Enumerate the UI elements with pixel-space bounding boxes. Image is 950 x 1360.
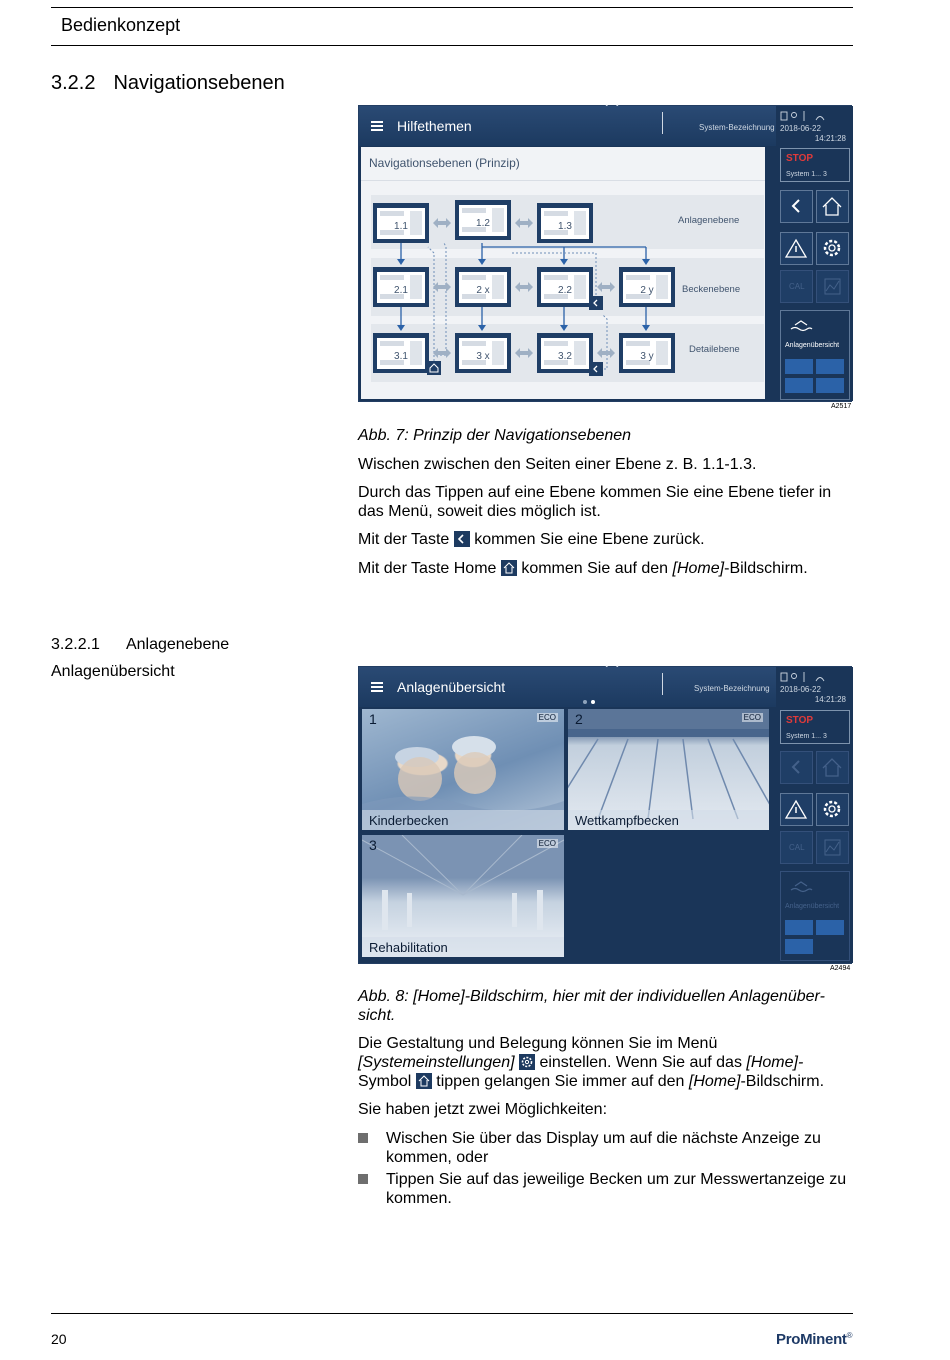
tile — [816, 920, 844, 935]
chart-icon — [817, 271, 848, 302]
subsection-title: Anlagenebene — [125, 636, 230, 653]
paragraph: Mit der Taste Home kommen Sie auf den [Home]-Bildschirm. — [358, 560, 808, 577]
topbar-title: Hilfethemen — [397, 118, 472, 134]
home-icon — [817, 191, 848, 222]
pool-name: Kinderbecken — [369, 813, 449, 828]
home-icon — [501, 560, 517, 576]
bullet-item: Wischen Sie über das Display um auf die nächste Anzeige zu kommen, oder — [386, 1130, 821, 1166]
figure-code: A2494 — [830, 965, 851, 972]
screen-2-x: 2 x — [455, 267, 511, 307]
footer-rule — [51, 1313, 853, 1314]
bullet-square — [358, 1133, 368, 1143]
menu-icon[interactable] — [371, 121, 383, 131]
screen-1-1: 1.1 — [373, 203, 429, 243]
chevron-left-icon — [781, 191, 812, 222]
pool-icon — [789, 319, 813, 333]
figure-7-caption: Abb. 7: Prinzip der Navigationsebenen — [358, 427, 632, 444]
pool-name: Rehabilitation — [369, 940, 448, 955]
subsection-subtitle: Anlagenübersicht — [51, 663, 175, 680]
eco-badge: ECO — [743, 713, 761, 722]
screen-2-y: 2 y — [619, 267, 675, 307]
swipe-arrows-icon — [433, 218, 451, 228]
subsection-number: 3.2.2.1 — [51, 636, 100, 653]
subsection-heading — [51, 636, 229, 654]
back-button[interactable] — [780, 751, 813, 784]
back-icon — [589, 362, 603, 376]
cal-button[interactable]: CAL — [780, 270, 813, 303]
pool-tile-rehabilitation[interactable]: 3 ECO Rehabilitation — [362, 835, 564, 957]
swipe-arrows-icon — [515, 282, 533, 292]
figure-7-screen — [358, 105, 852, 402]
datetime: 2018-06-22 14:21:28 — [780, 685, 846, 704]
screen-3-x: 3 x — [455, 333, 511, 373]
paragraph: Wischen zwischen den Seiten einer Ebene z. B. 1.1-1.3. — [358, 456, 757, 473]
figure-8-caption: Abb. 8: [Home]-Bildschirm, hier mit der individuellen Anlagenüber-sicht. — [358, 988, 825, 1024]
back-icon — [589, 296, 603, 310]
stop-button[interactable]: STOP System 1... 3 — [780, 710, 850, 744]
topbar-title: Anlagenübersicht — [397, 679, 506, 695]
header-title: Bedienkonzept — [61, 15, 181, 35]
paragraph: Durch das Tippen auf eine Ebene kommen Sie eine Ebene tiefer in das Menü, soweit dies möglich ist. — [358, 484, 832, 520]
gear-icon — [817, 794, 848, 825]
swipe-arrows-icon — [597, 348, 615, 358]
figure-8-screen — [358, 666, 852, 964]
topbar — [359, 106, 776, 146]
diagram-canvas — [361, 147, 765, 399]
paragraph: Sie haben jetzt zwei Möglichkeiten: — [358, 1101, 608, 1118]
warning-icon — [781, 233, 812, 264]
section-heading — [51, 72, 285, 95]
home-button[interactable] — [816, 190, 849, 223]
anlagenuebersicht-button[interactable]: Anlagenübersicht — [780, 310, 850, 400]
gear-icon — [519, 1054, 535, 1070]
screen-2-2: 2.2 — [537, 267, 593, 307]
swipe-arrows-icon — [597, 282, 615, 292]
chart-button[interactable] — [816, 831, 849, 864]
section-title: Navigationsebenen — [113, 72, 285, 94]
level-label: Anlagenebene — [678, 215, 740, 226]
menu-icon[interactable] — [371, 682, 383, 692]
home-icon — [416, 1073, 432, 1089]
chart-button[interactable] — [816, 270, 849, 303]
pool-name: Wettkampfbecken — [575, 813, 679, 828]
status-icons — [780, 671, 830, 683]
screen-3-y: 3 y — [619, 333, 675, 373]
back-button[interactable] — [780, 190, 813, 223]
datetime: 2018-06-22 14:21:28 — [780, 124, 846, 143]
tile — [785, 920, 813, 935]
warning-button[interactable] — [780, 232, 813, 265]
level-label: Detailebene — [689, 344, 740, 355]
tile — [816, 359, 844, 374]
swipe-arrows-icon — [433, 282, 451, 292]
swipe-arrows-icon — [515, 218, 533, 228]
chevron-left-icon — [781, 752, 812, 783]
topbar — [359, 667, 776, 707]
tile — [785, 378, 813, 393]
swipe-arrows-icon — [515, 348, 533, 358]
home-icon — [427, 361, 441, 375]
prominent-logo: ProMinent® — [776, 1331, 853, 1348]
system-label: System-Bezeichnung — [694, 684, 770, 693]
diagram-title: Navigationsebenen (Prinzip) — [369, 156, 520, 170]
header-rule-bottom — [51, 45, 853, 46]
section-number: 3.2.2 — [51, 72, 96, 94]
back-icon — [454, 531, 470, 547]
warning-icon — [781, 794, 812, 825]
settings-button[interactable] — [816, 793, 849, 826]
page-number: 20 — [51, 1331, 67, 1347]
side-panel — [776, 106, 853, 401]
system-label: System-Bezeichnung — [699, 123, 775, 132]
divider — [662, 112, 663, 134]
anlagenuebersicht-button[interactable]: Anlagenübersicht — [780, 871, 850, 961]
swipe-arrows-icon — [433, 348, 451, 358]
level-label: Beckenebene — [682, 284, 741, 295]
divider — [662, 673, 663, 695]
tile — [816, 378, 844, 393]
home-icon — [817, 752, 848, 783]
screen-3-2: 3.2 — [537, 333, 593, 373]
paragraph: Die Gestaltung und Belegung können Sie im Menü [Systemeinstellungen] einstellen. Wenn Sie auf das [Home]- Symbol tippen gelangen Sie immer auf den [Home]-Bildschirm. — [358, 1035, 825, 1090]
eco-badge: ECO — [538, 713, 556, 722]
page-indicator — [581, 699, 601, 705]
tile — [785, 359, 813, 374]
screen-1-2: 1.2 — [455, 200, 511, 240]
bullet-item: Tippen Sie auf das jeweilige Becken um zur Messwertanzeige zu kommen. — [386, 1171, 847, 1207]
gear-icon — [817, 233, 848, 264]
status-icons — [780, 110, 830, 122]
pool-tile-kinderbecken[interactable]: 1 ECO Kinderbecken — [362, 709, 564, 830]
pool-tile-wettkampfbecken[interactable]: 2 ECO Wettkampfbecken — [568, 709, 769, 830]
screen-3-1: 3.1 — [373, 333, 429, 373]
stop-button[interactable]: STOP System 1... 3 — [780, 148, 850, 182]
warning-button[interactable] — [780, 793, 813, 826]
header-rule-top — [51, 7, 853, 8]
chart-icon — [817, 832, 848, 863]
cal-button[interactable]: CAL — [780, 831, 813, 864]
home-button[interactable] — [816, 751, 849, 784]
tile — [785, 939, 813, 954]
paragraph: Mit der Taste kommen Sie eine Ebene zurück. — [358, 531, 705, 548]
screen-1-3: 1.3 — [537, 203, 593, 243]
bullet-square — [358, 1174, 368, 1184]
settings-button[interactable] — [816, 232, 849, 265]
tile — [816, 939, 844, 954]
figure-code: A2517 — [831, 403, 852, 410]
side-panel — [776, 667, 853, 963]
pool-icon — [789, 880, 813, 894]
eco-badge: ECO — [538, 839, 556, 848]
screen-2-1: 2.1 — [373, 267, 429, 307]
